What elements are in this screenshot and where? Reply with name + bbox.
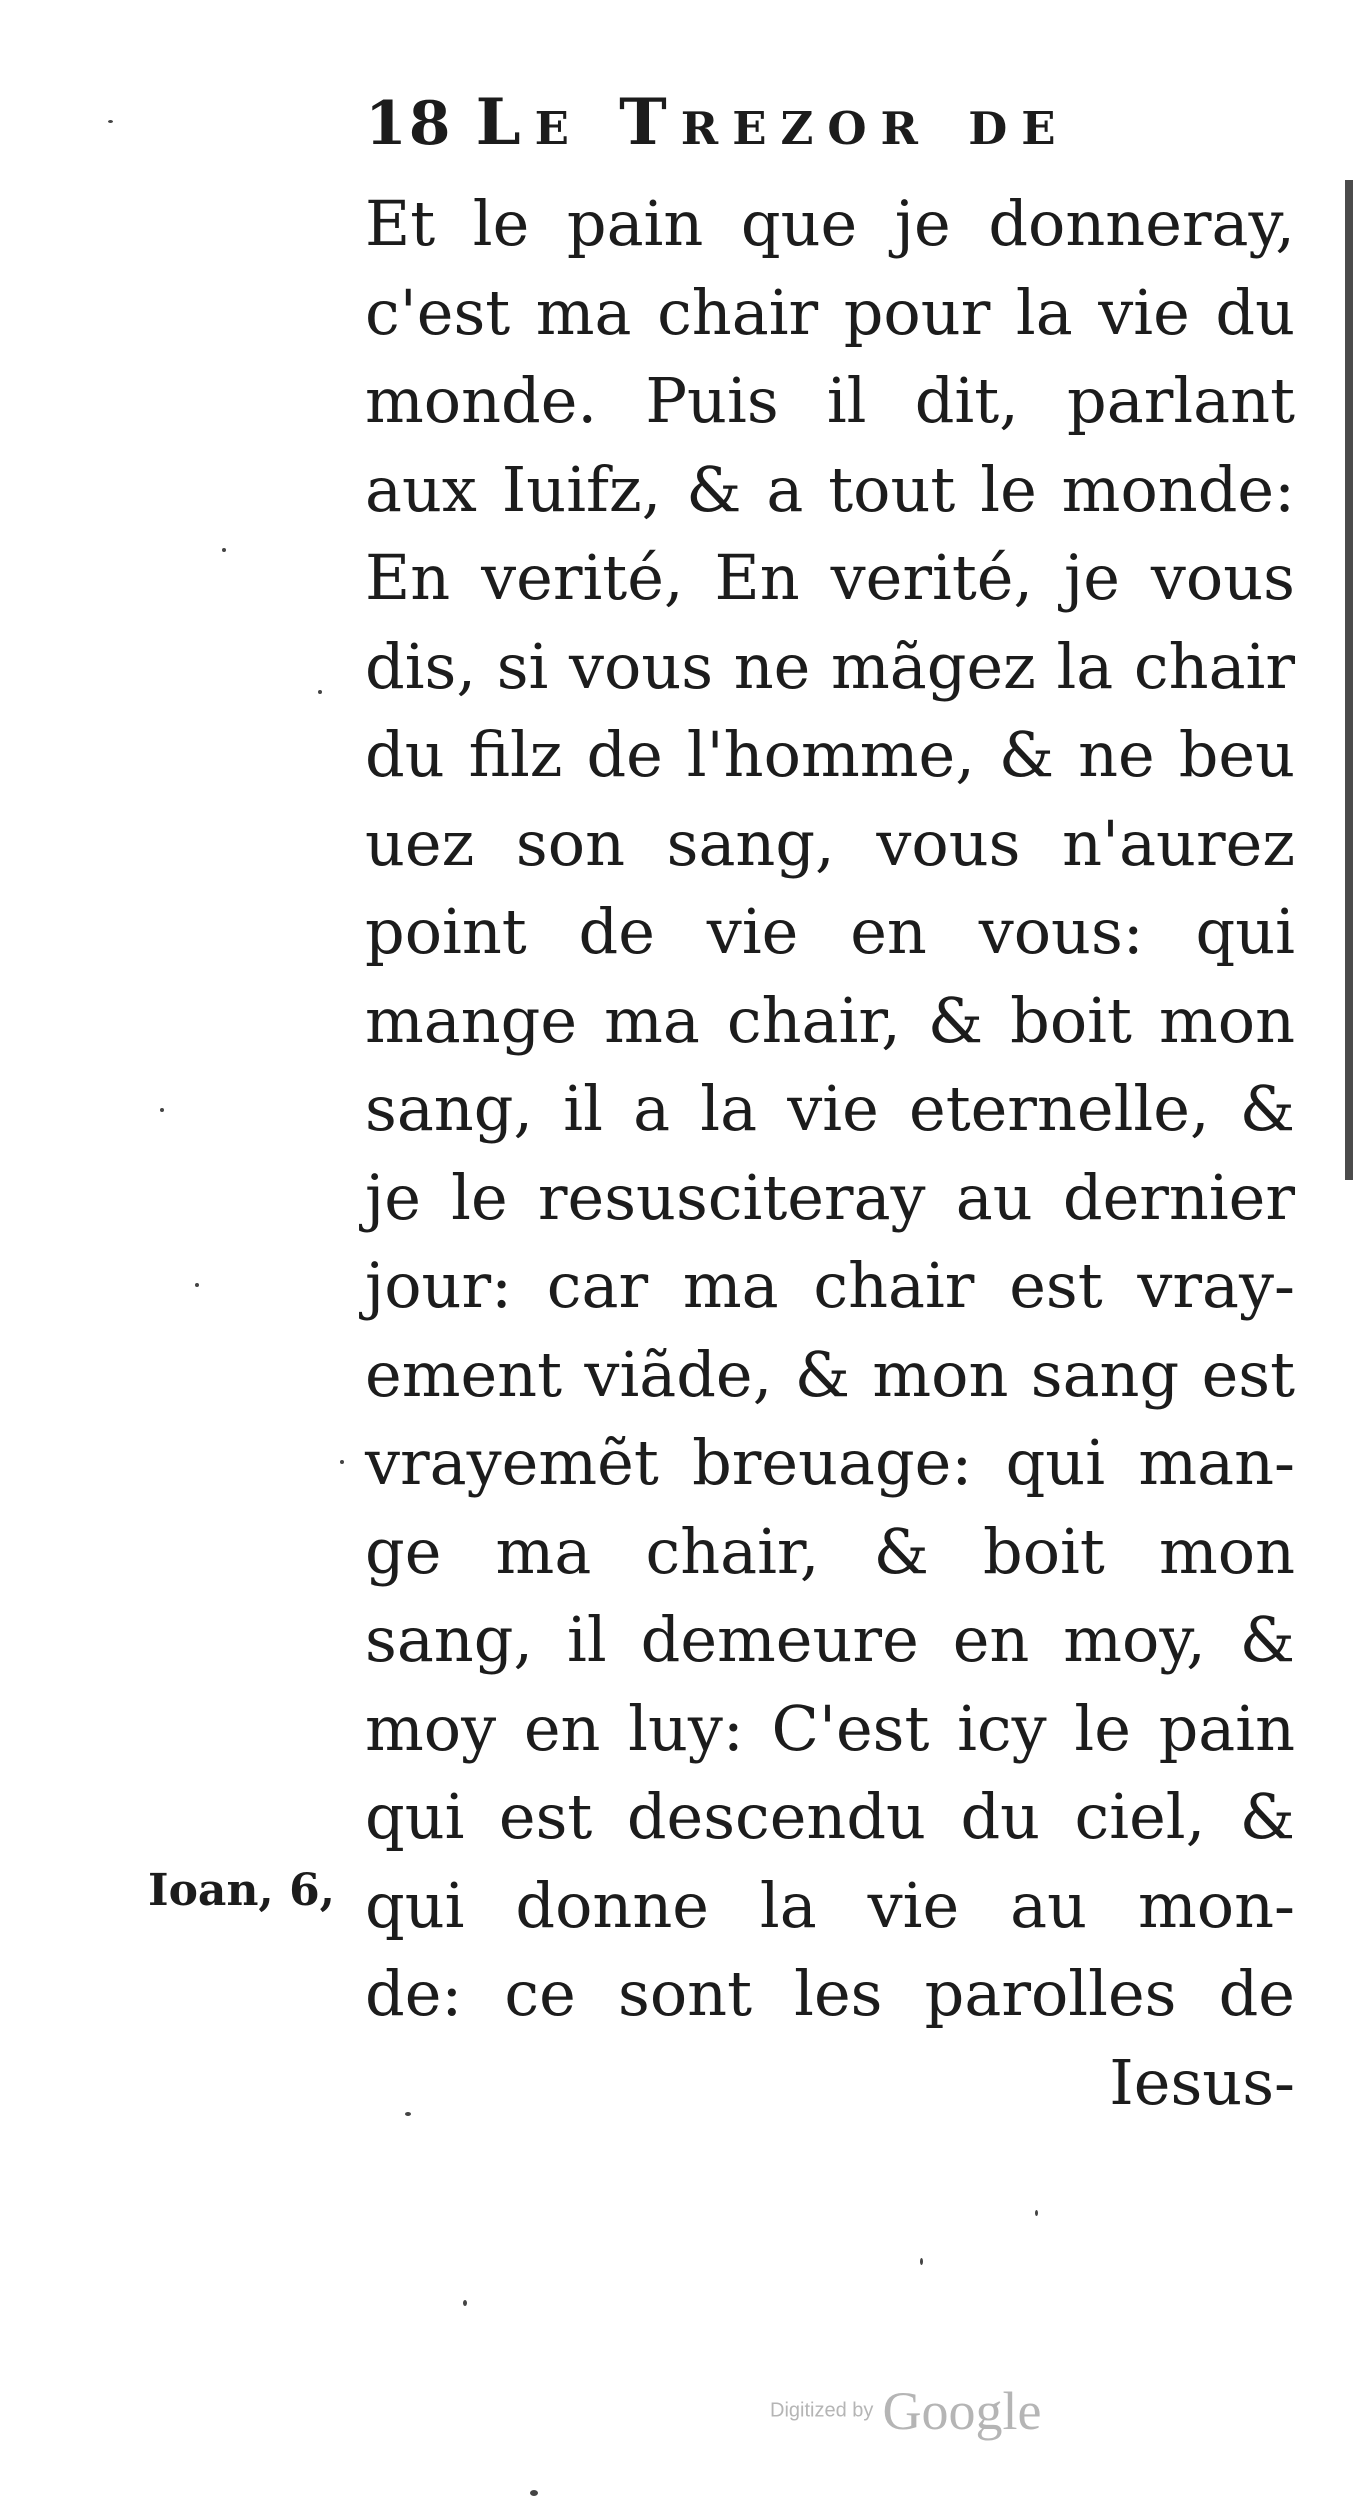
running-title: Le Trezor de [475,85,1070,160]
body-text [365,180,1295,2127]
page-edge-shadow [1345,180,1353,1180]
page-number: 18 [365,89,453,159]
paper-speck [463,2300,467,2306]
text-line: En verité, En verité, je vous [365,541,1295,614]
google-logo: Google [882,2381,1042,2441]
paper-speck [222,548,226,552]
text-line: jour: car ma chair est vray- [365,1249,1295,1322]
text-line: moy en luy: C'est icy le pain [365,1691,1295,1765]
paper-speck [160,1108,164,1112]
text-line: ge ma chair, & boit mon [365,1514,1295,1588]
text-line: qui est descendu du ciel, & [365,1780,1295,1853]
text-line: je le resusciteray au dernier [365,1160,1295,1234]
paper-speck [318,690,322,694]
text-line: point de vie en vous: qui [365,895,1295,968]
digitized-watermark [770,2380,1041,2442]
watermark-prefix: Digitized by [770,2399,874,2422]
text-line: dis, si vous ne mãgez la chair [365,629,1295,703]
text-line: mange ma chair, & boit mon [365,983,1295,1057]
text-line: de: ce sont les parolles de [365,1957,1295,2030]
paper-speck [920,2258,923,2265]
paper-speck [530,2490,538,2496]
text-line: monde. Puis il dit, parlant [365,364,1295,437]
text-line: ement viãde, & mon sang est [365,1337,1295,1411]
paper-speck [108,120,113,123]
text-line: aux Iuifz, & a tout le monde: [365,452,1295,526]
paper-speck [405,2112,411,2116]
text-line: uez son sang, vous n'aurez [365,806,1295,880]
text-line: sang, il demeure en moy, & [365,1603,1295,1676]
marginal-note: Ioan, 6, [148,1865,335,1916]
paper-speck [1035,2210,1038,2216]
paper-speck [340,1460,344,1464]
text-line: qui donne la vie au mon- [365,1868,1295,1942]
page-header [365,85,1225,165]
text-line: sang, il a la vie eternelle, & [365,1072,1295,1145]
catchword: Iesus- [1109,2045,1295,2119]
text-line: Et le pain que je donneray, [365,187,1295,260]
paper-speck [195,1283,199,1287]
text-line: c'est ma chair pour la vie du [365,275,1295,349]
text-line: vrayemẽt breuage: qui man- [365,1426,1295,1499]
text-line: du filz de l'homme, & ne beu [365,718,1295,791]
